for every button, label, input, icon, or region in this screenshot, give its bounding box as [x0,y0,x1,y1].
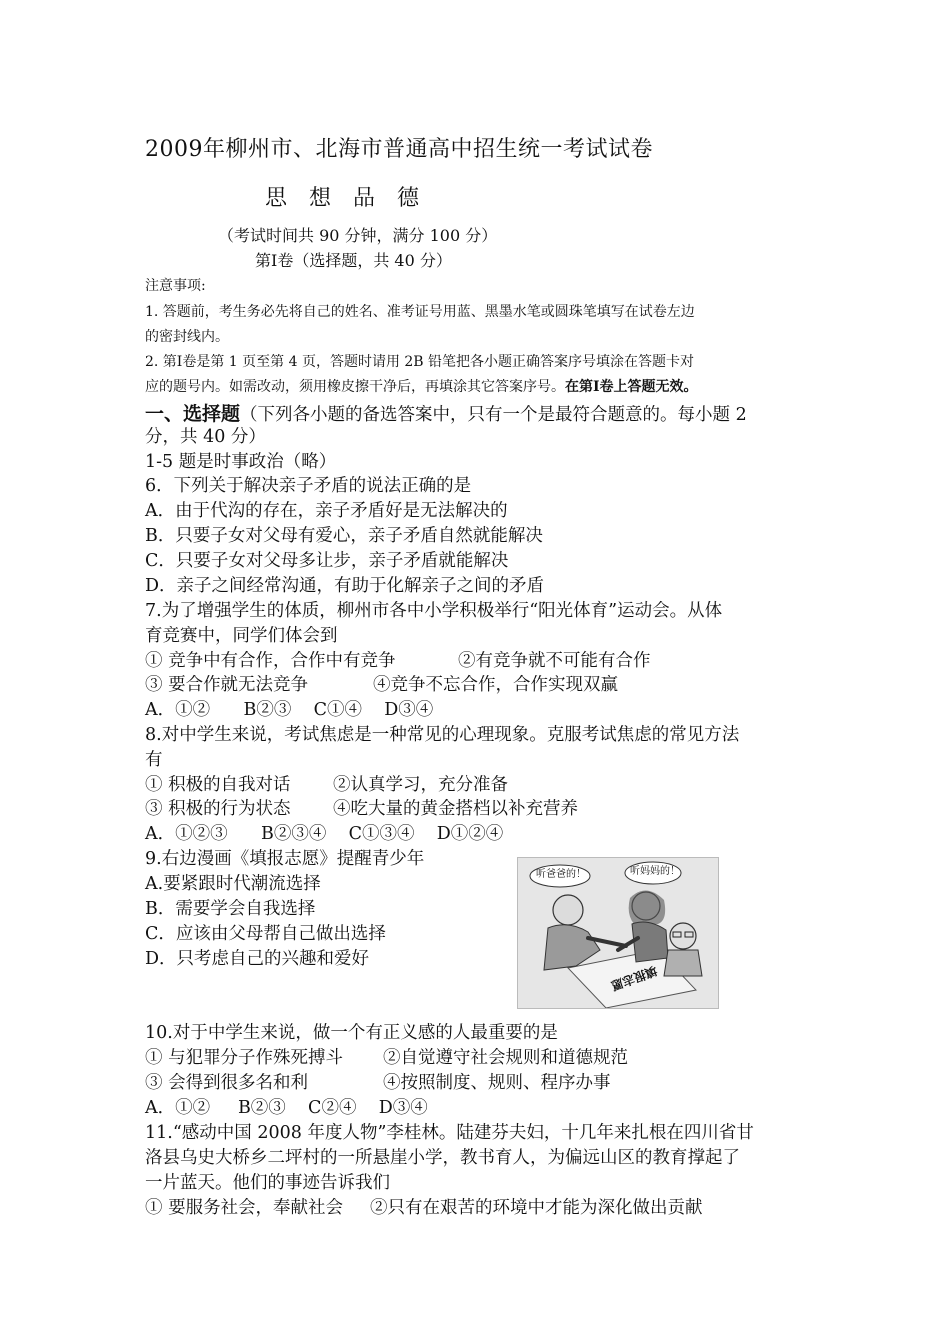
q10-statement-3: ③ 会得到很多名和利 [145,1073,309,1093]
q11-statement-1: ① 要服务社会，奉献社会 [145,1198,344,1218]
q10-stem: 10.对于中学生来说，做一个有正义感的人最重要的是 [145,1023,558,1043]
section-1-heading [145,405,747,425]
q6-option-a: A．由于代沟的存在，亲子矛盾好是无法解决的 [145,501,508,521]
q1-5-note: 1-5 题是时事政治（略） [145,452,337,472]
q7-statement-1: ① 竞争中有合作，合作中有竞争 [145,651,396,671]
exam-title: 2009年柳州市、北海市普通高中招生统一考试试卷 [145,137,653,162]
subject-char: 品 [353,186,376,211]
note-2-line-2 [145,380,698,394]
q10-statement-1: ① 与犯罪分子作殊死搏斗 [145,1048,344,1068]
cartoon-image [517,857,719,1009]
q9-option-d: D．只考虑自己的兴趣和爱好 [145,949,370,969]
cartoon-sign: 填报志愿 [609,963,659,993]
q10-statement-4: ④按照制度、规则、程序办事 [383,1073,611,1093]
q9-option-b: B．需要学会自我选择 [145,899,316,919]
q9-option-a: A.要紧跟时代潮流选择 [145,874,321,894]
q8-statement-2: ②认真学习，充分准备 [333,775,508,795]
part-title: 第Ⅰ卷（选择题，共 40 分） [255,251,452,270]
section-1-heading-line-2: 分，共 40 分） [145,427,266,447]
q7-stem-line-2: 育竞赛中，同学们体会到 [145,626,338,646]
q10-statement-2: ②自觉遵守社会规则和道德规范 [383,1048,628,1068]
q11-stem-line-2: 洛县乌史大桥乡二坪村的一所悬崖小学，教书育人，为偏远山区的教育撑起了 [145,1148,740,1168]
q9-option-c: C．应该由父母帮自己做出选择 [145,924,386,944]
q7-statement-2: ②有竞争就不可能有合作 [458,651,651,671]
exam-info: （考试时间共 90 分钟，满分 100 分） [218,226,498,245]
q7-statement-4: ④竞争不忘合作，合作实现双赢 [373,675,618,695]
q7-statement-3: ③ 要合作就无法竞争 [145,675,309,695]
subject-char: 想 [309,186,332,211]
q6-option-b: B．只要子女对父母有爱心，亲子矛盾自然就能解决 [145,526,543,546]
subject-char: 德 [397,186,420,211]
q11-stem-line-3: 一片蓝天。他们的事迹告诉我们 [145,1173,390,1193]
q8-stem-line-1: 8.对中学生来说，考试焦虑是一种常见的心理现象。克服考试焦虑的常见方法 [145,725,740,745]
q6-option-c: C．只要子女对父母多让步，亲子矛盾就能解决 [145,551,509,571]
section-1-instructions: （下列各小题的备选答案中，只有一个是最符合题意的。每小题 2 [240,405,747,425]
section-1-label: 一、选择题 [145,403,241,425]
q8-statement-1: ① 积极的自我对话 [145,775,291,795]
q8-statement-4: ④吃大量的黄金搭档以补充营养 [333,799,578,819]
note-2-text: 应的题号内。如需改动，须用橡皮擦干净后，再填涂其它答案序号。 [145,379,565,395]
q6-stem: 6．下列关于解决亲子矛盾的说法正确的是 [145,476,472,496]
note-1-line-1: 1. 答题前，考生务必先将自己的姓名、准考证号用蓝、黑墨水笔或圆珠笔填写在试卷左边 [145,304,695,320]
q6-option-d: D．亲子之间经常沟通，有助于化解亲子之间的矛盾 [145,576,545,596]
q10-options: A．①② B②③ C②④ D③④ [145,1098,428,1118]
q11-stem-line-1: 11.“感动中国 2008 年度人物”李桂林。陆建芬夫妇，十几年来扎根在四川省甘 [145,1123,754,1143]
notes-heading: 注意事项: [145,278,206,294]
q8-statement-3: ③ 积极的行为状态 [145,799,291,819]
q7-options: A．①② B②③ C①④ D③④ [145,700,434,720]
cartoon-bubble-left: 听爸爸的！ [536,869,586,880]
q8-options: A．①②③ B②③④ C①③④ D①②④ [145,824,504,844]
q9-stem: 9.右边漫画《填报志愿》提醒青少年 [145,849,425,869]
subject-title [265,188,441,210]
q7-stem-line-1: 7.为了增强学生的体质，柳州市各中小学积极举行“阳光体育”运动会。从体 [145,601,723,621]
q11-statement-2: ②只有在艰苦的环境中才能为深化做出贡献 [370,1198,703,1218]
note-1-line-2: 的密封线内。 [145,329,229,345]
cartoon-bubble-right: 听妈妈的！ [630,866,680,877]
q8-stem-line-2: 有 [145,750,163,770]
subject-char: 思 [265,186,288,211]
note-2-line-1: 2. 第Ⅰ卷是第 1 页至第 4 页，答题时请用 2B 铅笔把各小题正确答案序号填涂在答题卡对 [145,354,695,370]
note-2-warning: 在第Ⅰ卷上答题无效。 [565,379,698,395]
